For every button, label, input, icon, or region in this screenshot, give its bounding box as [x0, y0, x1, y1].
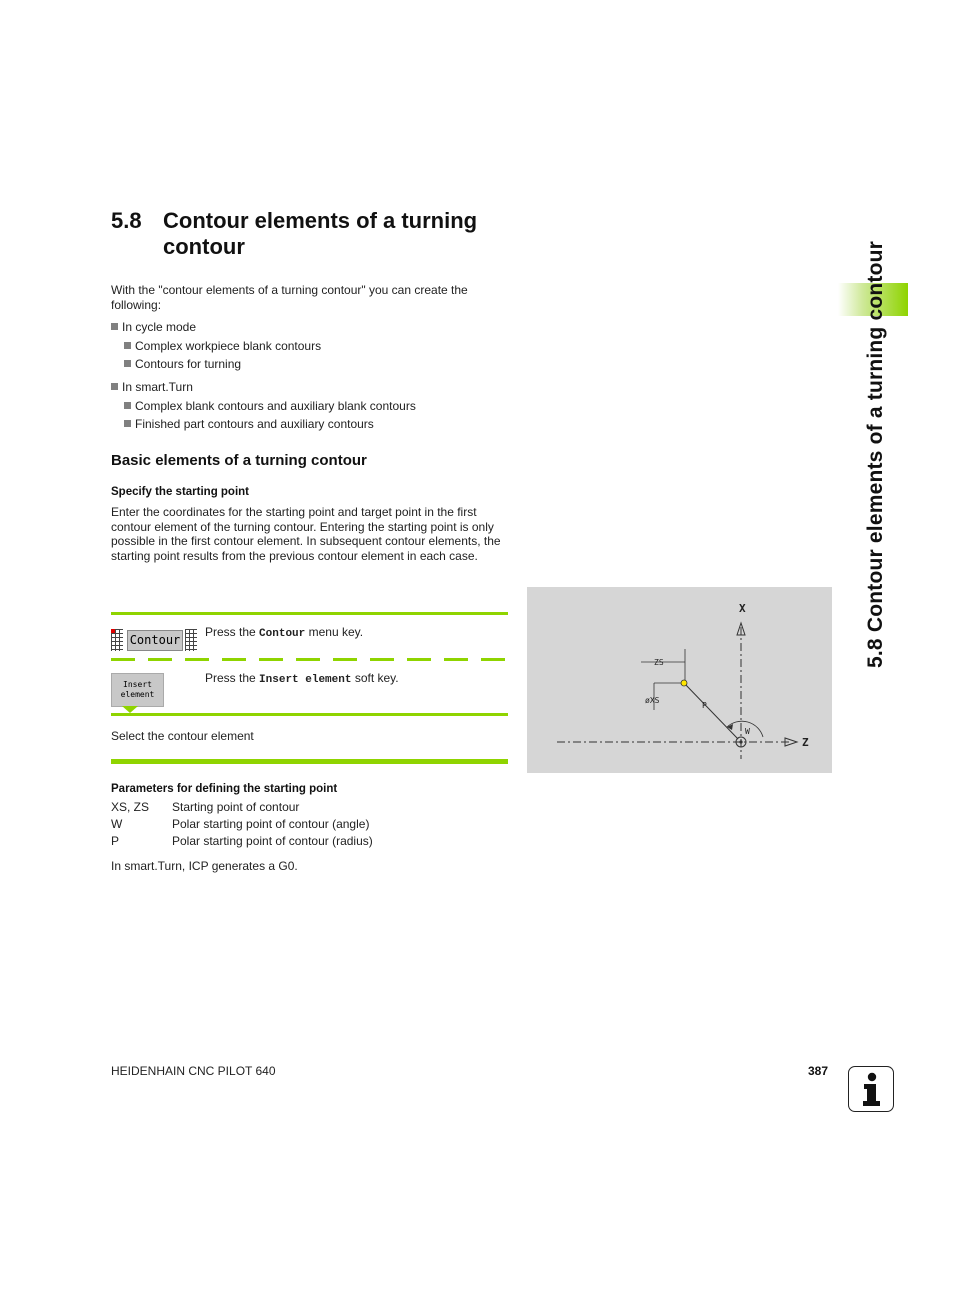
param-row: W Polar starting point of contour (angle)	[111, 817, 370, 831]
starting-point-marker	[681, 680, 687, 686]
grid-icon	[185, 629, 197, 651]
bullet-icon	[111, 323, 118, 330]
params-heading: Parameters for defining the starting point	[111, 783, 338, 795]
page-title	[111, 208, 531, 260]
insert-element-softkey[interactable]	[111, 673, 164, 707]
bullet-icon	[124, 342, 131, 349]
triangle-down-icon	[122, 706, 138, 713]
subsection-heading: Specify the starting point	[111, 486, 250, 498]
divider	[111, 612, 508, 615]
footer-manual: HEIDENHAIN CNC PILOT 640	[111, 1064, 276, 1078]
list-item: In smart.Turn	[111, 380, 193, 394]
params-note: In smart.Turn, ICP generates a G0.	[111, 859, 298, 873]
key-name: Insert element	[259, 674, 352, 686]
z-axis-label: Z	[802, 736, 809, 749]
w-label: W	[745, 727, 750, 736]
divider	[111, 759, 508, 764]
step-1: Press the Contour menu key.	[205, 625, 364, 640]
sidebar-title: 5.8 Contour elements of a turning contour	[864, 240, 887, 668]
param-row: XS, ZS Starting point of contour	[111, 800, 300, 814]
grid-icon	[111, 629, 123, 651]
param-row: P Polar starting point of contour (radius)	[111, 834, 373, 848]
step-2: Press the Insert element soft key.	[205, 671, 399, 686]
zs-label: ZS	[654, 658, 664, 667]
page-number: 387	[808, 1064, 829, 1078]
intro-text: With the "contour elements of a turning contour" you can create the following:	[111, 283, 468, 312]
bullet-icon	[124, 420, 131, 427]
dashed-divider	[111, 658, 508, 661]
title-line2: contour	[163, 234, 245, 259]
list-item: Contours for turning	[124, 357, 241, 371]
section-heading: Basic elements of a turning contour	[111, 452, 367, 469]
bullet-icon	[124, 402, 131, 409]
softkey-line2: element	[120, 690, 155, 699]
contour-menu-key[interactable]	[111, 626, 197, 654]
bullet-icon	[111, 383, 118, 390]
diagram-figure	[527, 587, 832, 773]
softkey-line1: Insert	[123, 680, 152, 689]
select-text: Select the contour element	[111, 729, 254, 743]
key-name: Contour	[259, 628, 306, 640]
diagram-svg	[527, 587, 832, 773]
p-label: P	[702, 701, 707, 710]
info-icon	[848, 1066, 894, 1112]
list-item: In cycle mode	[111, 320, 196, 334]
title-line1: Contour elements of a turning	[163, 208, 478, 233]
section-number: 5.8	[111, 208, 142, 233]
list-item: Finished part contours and auxiliary contours	[124, 417, 374, 431]
xs-label: øXS	[645, 696, 660, 705]
bullet-icon	[124, 360, 131, 367]
divider	[111, 713, 508, 716]
list-item: Complex workpiece blank contours	[124, 339, 321, 353]
contour-key-label: Contour	[127, 630, 183, 651]
list-item: Complex blank contours and auxiliary blank contours	[124, 399, 416, 413]
x-axis-label: X	[739, 602, 746, 615]
section-paragraph: Enter the coordinates for the starting point and target point in the first contour element of the turning contour. Entering the starting point is only possible in the first contour element. In subsequent contour elements, the starting point results from the previous contour element in each case.	[111, 505, 501, 563]
p-radius-line	[684, 683, 738, 739]
